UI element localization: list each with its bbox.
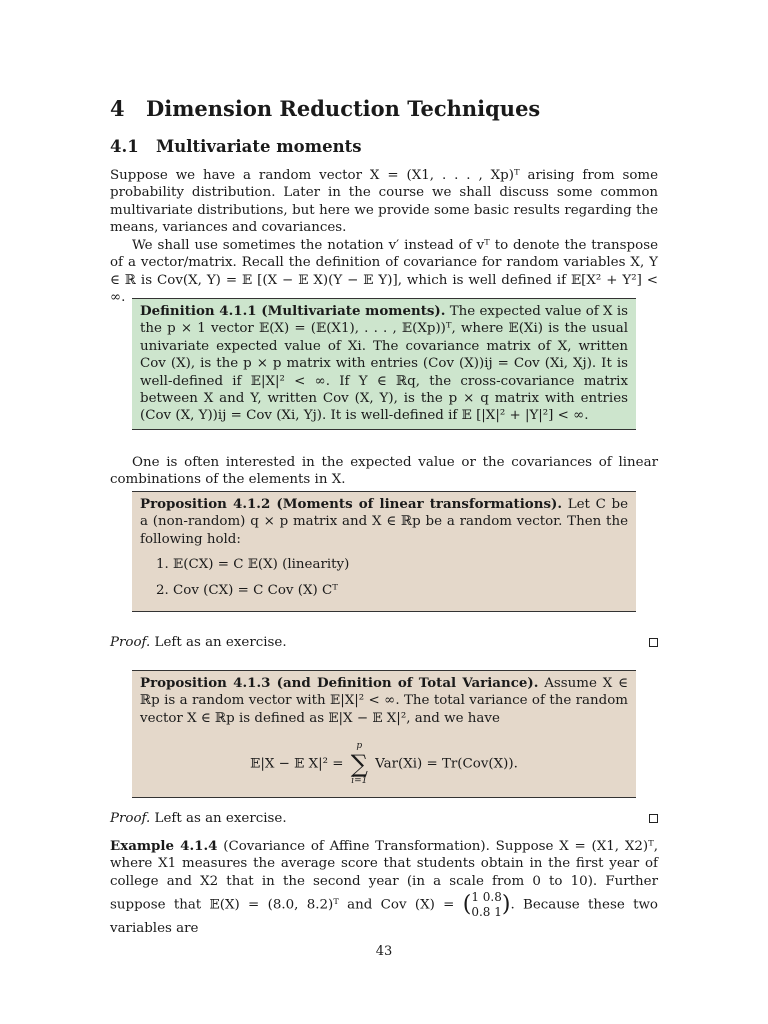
example-body: (Covariance of Affine Transformation). Suppose X = (X1, X2)ᵀ, where X1 measures the average score that students obtain in the first year of college and X2 that in the second year (in a scale from 0 to 10). Further suppose that [110,839,658,913]
list-item: 2. Cov (CX) = C Cov (X) Cᵀ [156,582,338,598]
section-number: 4.1 [110,137,139,156]
definition-body: The expected value of X is the p × 1 vector 𝔼(X) = (𝔼(X1), . . . , 𝔼(Xp))ᵀ, where 𝔼(Xi) is the usual univariate expected value of Xi. The covariance matrix of X, written Cov (X), is the p × p matrix with entries (Cov (X))ij = Cov (Xi, Xj). It is well-defined if 𝔼|X|² < ∞. If Y ∈ ℝq, the cross-covariance matrix between X and Y, written Cov (X, Y), is the p × q matrix with entries (Cov (X, Y))ij = Cov (Xi, Yj). It is well-defined if 𝔼 [|X|² + |Y|²] < ∞. [140,304,628,424]
proposition-2-heading: Proposition 4.1.3 (and Definition of Total Variance). [140,675,539,691]
total-variance-equation [140,741,628,787]
list-item: 1. 𝔼(CX) = C 𝔼(X) (linearity) [156,557,350,573]
example-paragraph [110,838,658,938]
proposition-box-1 [132,491,636,612]
proof-1 [110,634,658,651]
intro-paragraph-2: We shall use sometimes the notation v′ instead of vᵀ to denote the transpose of a vector/matrix. Recall the definition of covariance for random variables X, Y ∈ ℝ is Cov(X, Y) = 𝔼 [(X − 𝔼 X)(Y − 𝔼 Y)], which is well defined if 𝔼[X² + Y²] < ∞. [110,238,658,306]
proof-1-text: Left as an exercise. [154,635,287,650]
summation-icon: p ∑ i=1 [350,741,368,787]
proof-2 [110,810,658,827]
definition-heading: Definition 4.1.1 (Multivariate moments). [140,303,446,319]
sum-lower-limit: i=1 [351,776,368,787]
proposition-1-body: Let C be a (non-random) q × p matrix and X ∈ ℝp be a random vector. Then the following hold: [140,497,628,547]
chapter-title: Dimension Reduction Techniques [146,96,541,121]
chapter-number: 4 [110,96,125,121]
matrix-row-2: 0.8 1 [471,905,502,920]
definition-box [132,298,636,430]
example-heading: Example 4.1.4 [110,838,218,854]
paragraph-3: One is often interested in the expected value or the covariances of linear combinations of the elements in X. [110,455,658,488]
proof-2-text: Left as an exercise. [154,811,287,826]
matrix-row-1: 1 0.8 [471,890,502,905]
example-tail: . Because these two variables are [110,897,658,937]
covariance-matrix: (1 0.8 0.8 1) [462,890,511,920]
proof-1-label: Proof. [110,635,151,650]
section-title: Multivariate moments [156,137,362,156]
equation-right: Var(Xi) = Tr(Cov(X)). [375,756,518,772]
example-mean: 𝔼(X) = (8.0, 8.2)ᵀ and Cov (X) = [209,897,455,913]
chapter-heading [110,96,540,121]
sum-upper-limit: p [356,741,363,752]
proposition-2-body: Assume X ∈ ℝp is a random vector with 𝔼|X|² < ∞. The total variance of the random vector X ∈ ℝp is defined as 𝔼|X − 𝔼 X|², and we have [140,676,628,726]
proposition-box-2 [132,670,636,798]
proposition-1-heading: Proposition 4.1.2 (Moments of linear transformations). [140,496,562,512]
page-number: 43 [375,944,393,959]
qed-square-icon [649,814,658,823]
qed-square-icon [649,638,658,647]
proof-2-label: Proof. [110,811,151,826]
equation-left: 𝔼|X − 𝔼 X|² = [250,756,344,772]
proposition-1-list [156,556,628,599]
intro-paragraph-1: Suppose we have a random vector X = (X1, . . . , Xp)ᵀ arising from some probability distribution. Later in the course we shall discuss some common multivariate distributions, but here we provide some basic results regarding the means, variances and covariances. [110,168,658,236]
section-heading [110,137,362,156]
